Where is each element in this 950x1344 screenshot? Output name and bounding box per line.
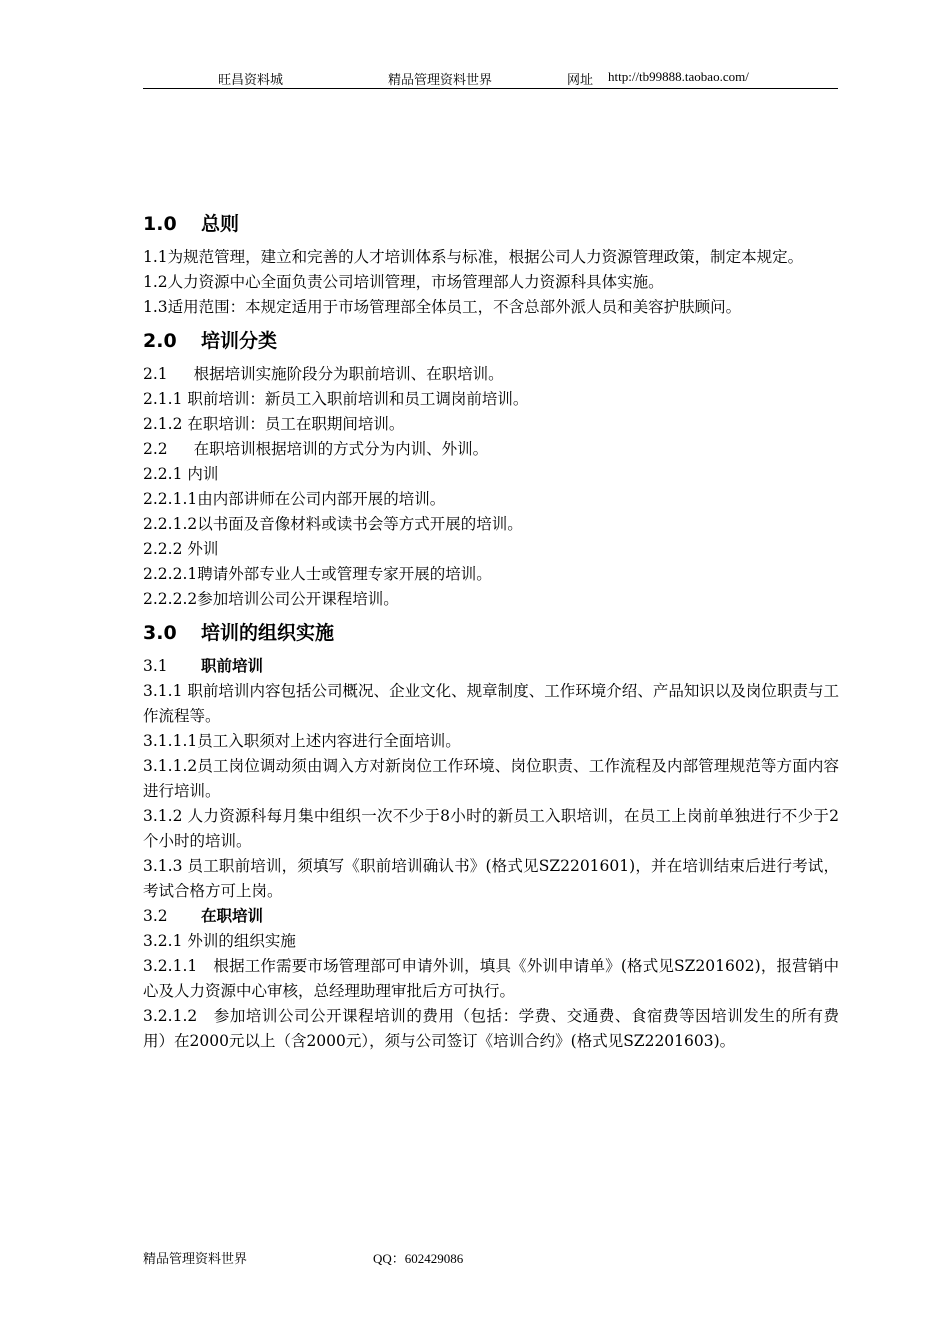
paragraph: 3.1.2 人力资源科每月集中组织一次不少于8小时的新员工入职培训，在员工上岗前单独进行不少于2个小时的培训。 [143, 807, 839, 850]
paragraph: 3.1.1.2员工岗位调动须由调入方对新岗位工作环境、岗位职责、工作流程及内部管理规范等方面内容进行培训。 [143, 757, 839, 800]
paragraph: 3.1.1.1员工入职须对上述内容进行全面培训。 [143, 732, 461, 750]
paragraph: 3.1.1 职前培训内容包括公司概况、企业文化、规章制度、工作环境介绍、产品知识以及岗位职责与工作流程等。 [143, 682, 839, 725]
paragraph: 2.2.2.1聘请外部专业人士或管理专家开展的培训。 [143, 565, 492, 583]
paragraph: 1.3适用范围：本规定适用于市场管理部全体员工，不含总部外派人员和美容护肤顾问。 [143, 298, 742, 316]
document-body [143, 205, 839, 1054]
footer-qq: QQ：602429086 [373, 1251, 464, 1266]
paragraph: 2.2.1.1由内部讲师在公司内部开展的培训。 [143, 490, 446, 508]
paragraph: 2.1.2 在职培训：员工在职期间培训。 [143, 415, 405, 433]
paragraph: 3.2.1.1 根据工作需要市场管理部可申请外训，填具《外训申请单》(格式见SZ201602)，报营销中心及人力资源中心审核，总经理助理审批后方可执行。 [143, 957, 839, 1000]
paragraph: 2.1.1 职前培训：新员工入职前培训和员工调岗前培训。 [143, 390, 529, 408]
paragraph: 2.2.2 外训 [143, 540, 219, 558]
paragraph: 2.2.2.2参加培训公司公开课程培训。 [143, 590, 399, 608]
paragraph: 2.2.1 内训 [143, 465, 219, 483]
subsection-heading: 3.1 职前培训 [143, 657, 264, 675]
paragraph: 2.2.1.2以书面及音像材料或读书会等方式开展的培训。 [143, 515, 523, 533]
paragraph: 2.2 在职培训根据培训的方式分为内训、外训。 [143, 440, 489, 458]
paragraph: 1.2人力资源中心全面负责公司培训管理，市场管理部人力资源科具体实施。 [143, 273, 664, 291]
section-heading: 1.0 总则 [143, 213, 240, 235]
paragraph: 3.2.1.2 参加培训公司公开课程培训的费用（包括：学费、交通费、食宿费等因培训发生的所有费用）在2000元以上（含2000元），须与公司签订《培训合约》(格式见SZ2201603)。 [143, 1007, 839, 1050]
paragraph: 3.2.1 外训的组织实施 [143, 932, 296, 950]
section-heading: 2.0 培训分类 [143, 330, 278, 352]
paragraph: 2.1 根据培训实施阶段分为职前培训、在职培训。 [143, 365, 504, 383]
subsection-heading: 3.2 在职培训 [143, 907, 264, 925]
paragraph: 3.1.3 员工职前培训，须填写《职前培训确认书》(格式见SZ2201601)，并在培训结束后进行考试，考试合格方可上岗。 [143, 857, 839, 900]
header-shop-name: 旺昌资料城 [218, 72, 284, 87]
section-heading: 3.0 培训的组织实施 [143, 622, 335, 644]
page-header [143, 66, 838, 89]
header-site-name: 精品管理资料世界 [388, 72, 493, 87]
header-url-link[interactable]: http://tb99888.taobao.com/ [608, 69, 749, 84]
header-url-label: 网址 [567, 72, 594, 87]
footer-site-name: 精品管理资料世界 [143, 1251, 248, 1266]
paragraph: 1.1为规范管理，建立和完善的人才培训体系与标准，根据公司人力资源管理政策，制定本规定。 [143, 248, 804, 266]
